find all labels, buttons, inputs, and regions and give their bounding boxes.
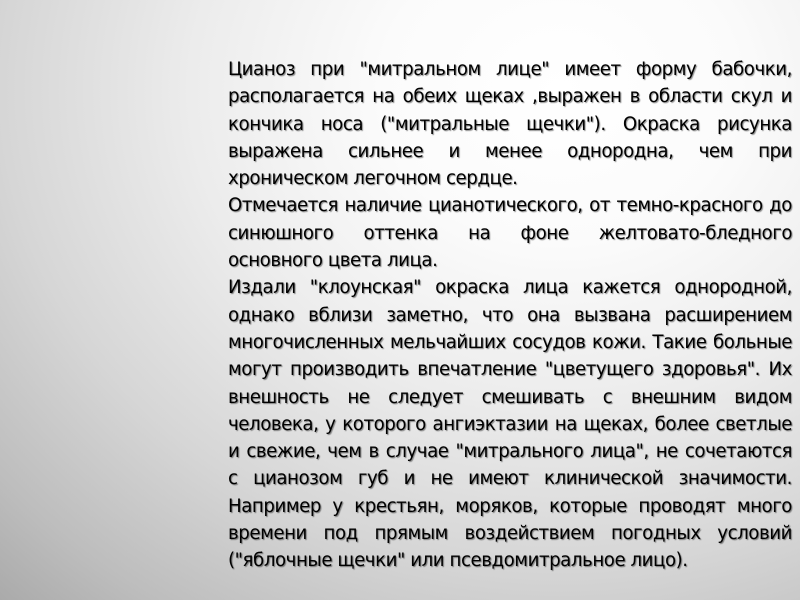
paragraph-clown-coloring: Издали "клоунская" окраска лица кажется однородной, однако вблизи заметно, что она вызвана расширением многочисленных мельчайших сосудов кожи. Такие больные могут производить впечатление "цветущего здоровья". Их внешность не следует смешивать с внешним видом человека, у которого ангиэктазии на щеках, более светлые и свежие, чем в случае "митрального лица", не сочетаются с цианозом губ и не имеют клинической значимости. Например у крестьян, моряков, которые проводят много времени под прямым воздействием погодных условий ("яблочные щечки" или псевдомитральное лицо).	[228, 277, 792, 572]
paragraph-mitral-face-cyanosis: Цианоз при "митральном лице" имеет форму бабочки, располагается на обеих щеках ,выражен в области скул и кончика носа ("митральные щечки"). Окраска рисунка выражена сильнее и менее однородна, чем при хроническом легочном сердце.	[228, 59, 792, 190]
text-body	[228, 56, 792, 575]
paragraph-cyanotic-tint: Отмечается наличие цианотического, от темно-красного до синюшного оттенка на фоне желтовато-бледного основного цвета лица.	[228, 195, 792, 272]
